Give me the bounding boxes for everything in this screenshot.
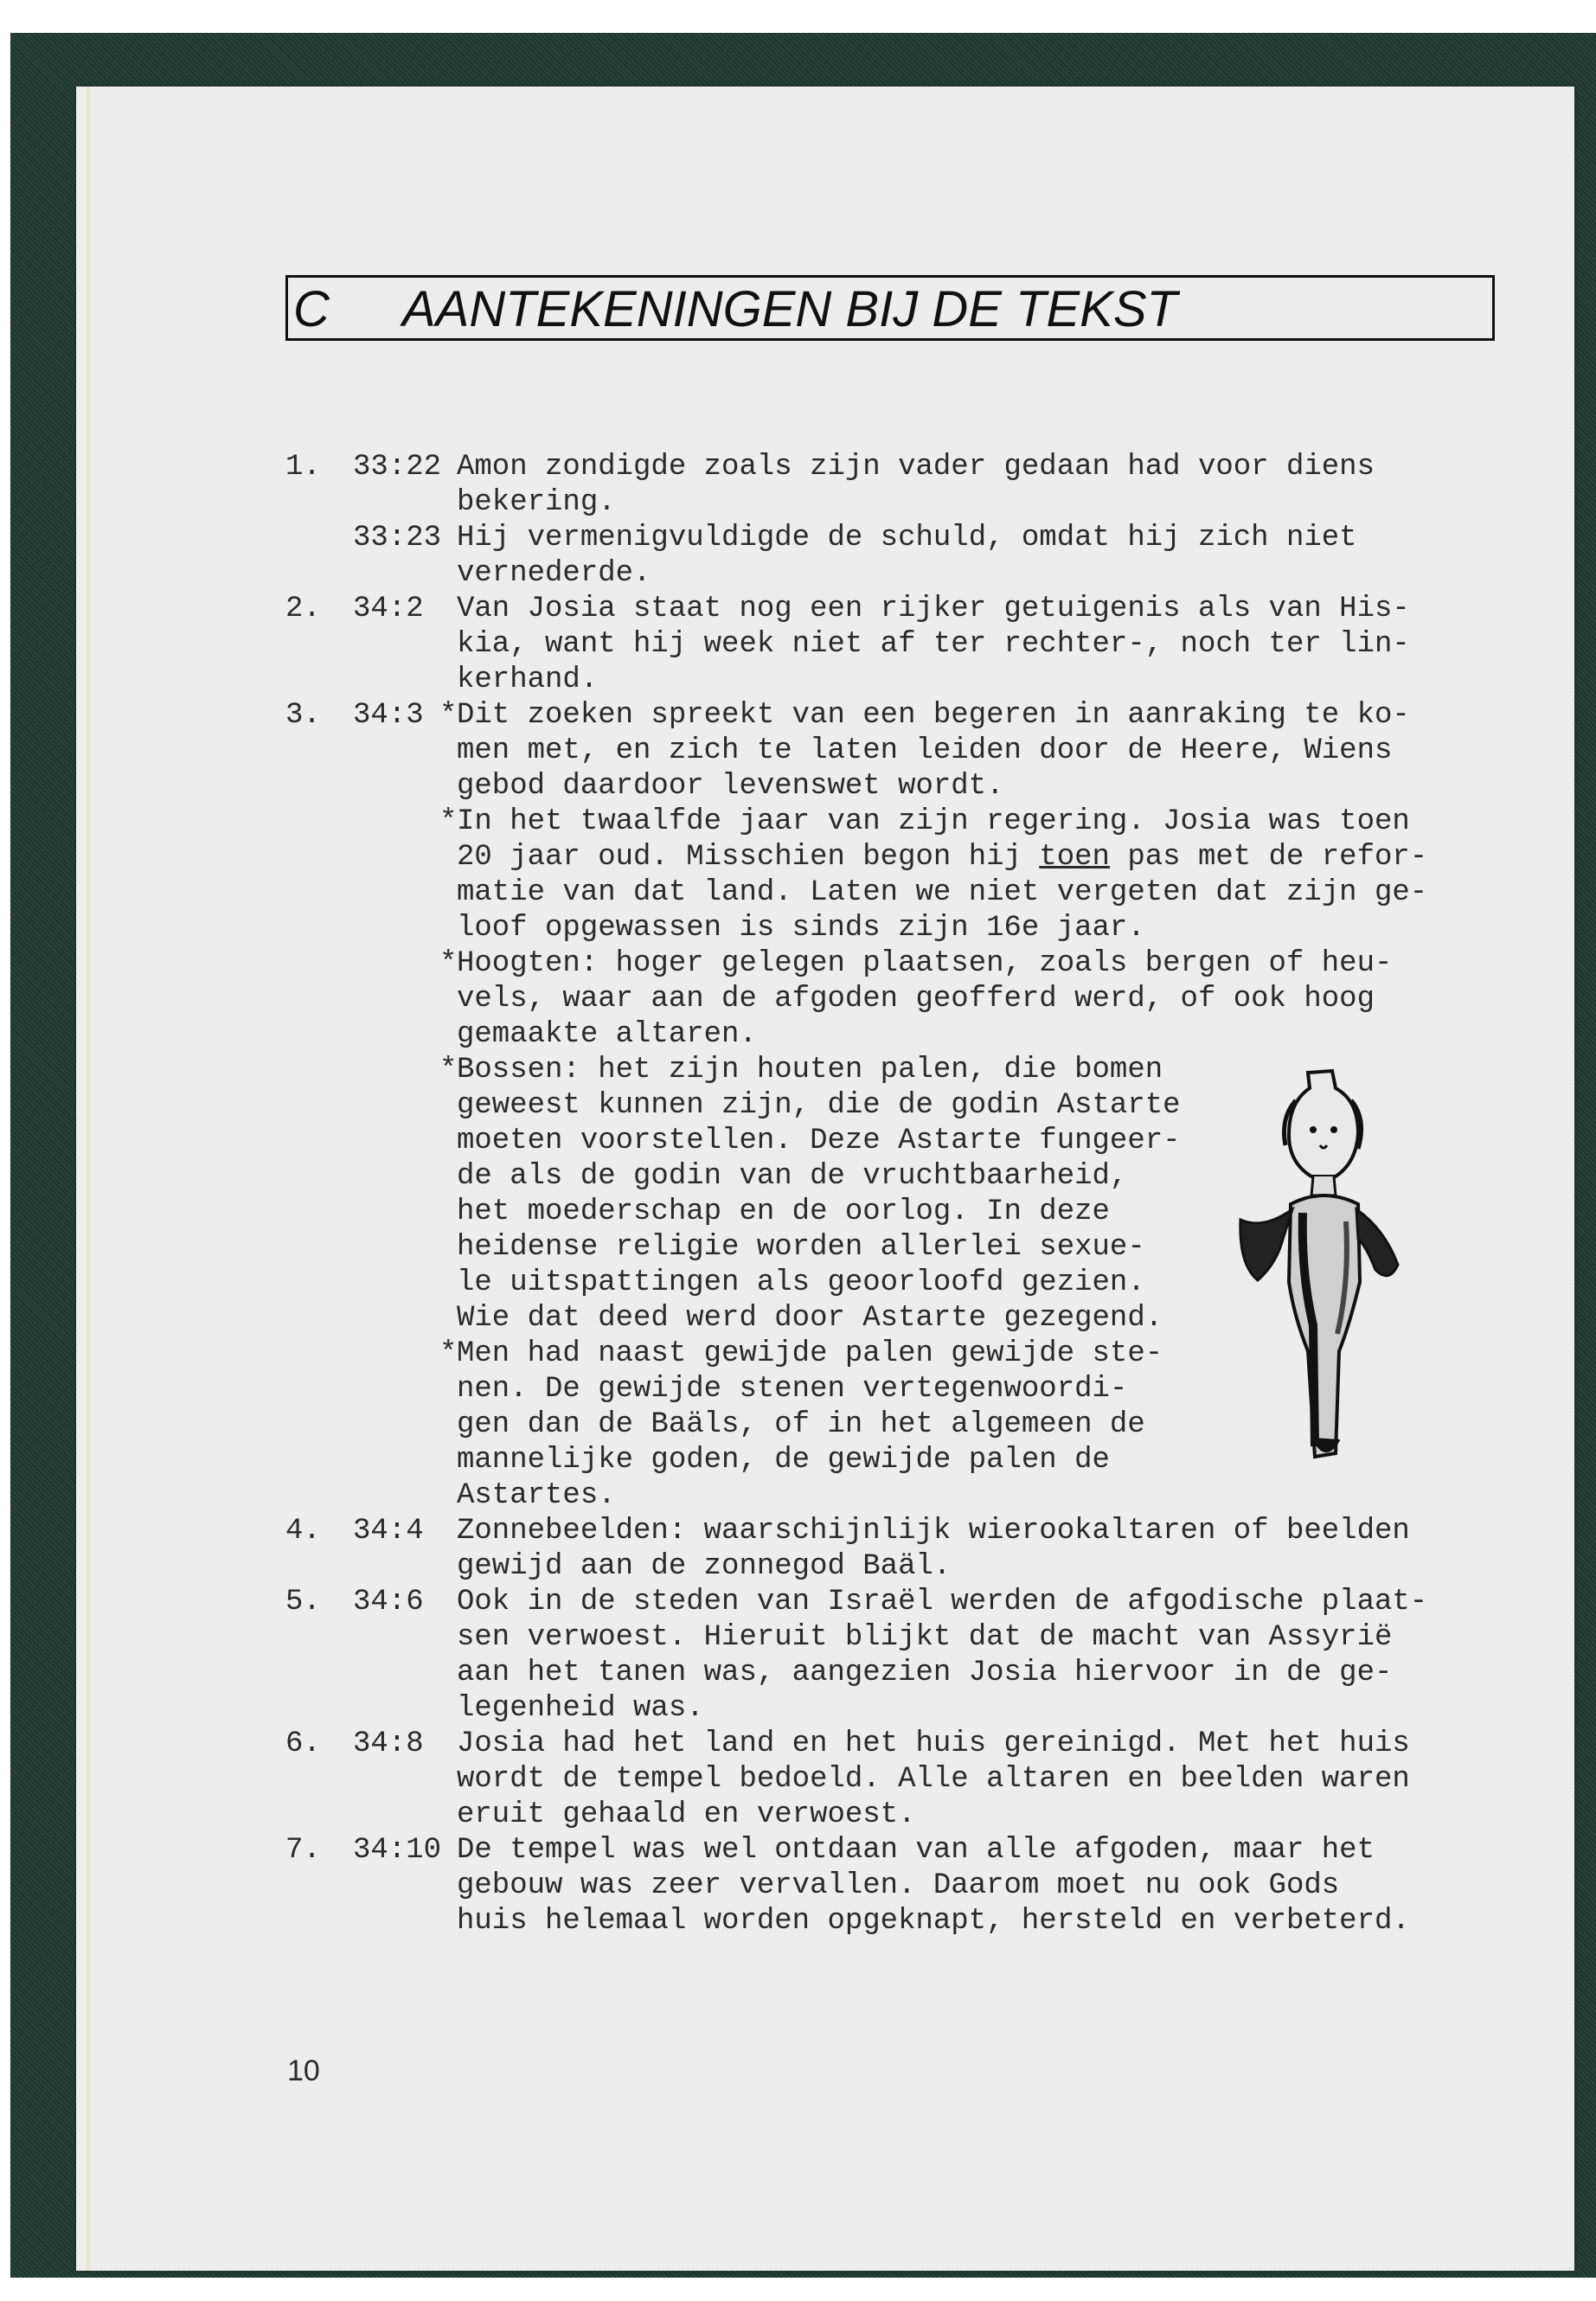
astarte-figurine-illustration (1228, 1066, 1419, 1464)
note-line: gebouw was zeer vervallen. Daarom moet nu ook Gods (457, 1869, 1340, 1902)
note-number: 2. (285, 593, 321, 625)
bullet-star: * (439, 1054, 458, 1086)
verse-reference: 34:8 (353, 1727, 424, 1760)
bullet-star: * (439, 699, 458, 732)
note-text (457, 592, 1497, 698)
note-text (457, 1727, 1497, 1833)
note-item (285, 804, 1497, 946)
note-line: gewijd aan de zonnegod Baäl. (457, 1550, 952, 1583)
note-text (457, 1336, 1201, 1514)
page-number: 10 (287, 2054, 320, 2087)
note-text (457, 1053, 1201, 1336)
note-item (285, 698, 1497, 804)
note-line: Amon zondigde zoals zijn vader gedaan had voor diens (457, 451, 1375, 484)
verse-reference: 34:10 (353, 1834, 442, 1867)
note-line: gen dan de Baäls, of in het algemeen de (457, 1408, 1145, 1441)
section-title: AANTEKENINGEN BIJ DE TEKST (402, 281, 1177, 337)
note-number: 6. (285, 1727, 321, 1760)
note-number: 1. (285, 451, 321, 484)
note-line: Ook in de steden van Israël werden de afgodische plaat- (457, 1586, 1428, 1618)
note-item (285, 946, 1497, 1053)
verse-reference: 34:3 (353, 699, 424, 732)
note-line: mannelijke goden, de gewijde palen de (457, 1444, 1110, 1477)
note-line: sen verwoest. Hieruit blijkt dat de macht van Assyrië (457, 1621, 1393, 1654)
note-line: 20 jaar oud. Misschien begon hij toen pas met de refor- (457, 841, 1428, 874)
note-line: Zonnebeelden: waarschijnlijk wierookaltaren of beelden (457, 1515, 1410, 1548)
verse-reference: 34:4 (353, 1515, 424, 1548)
note-line: le uitspattingen als geoorloofd gezien. (457, 1266, 1145, 1299)
bullet-star: * (439, 1337, 458, 1370)
note-line: geweest kunnen zijn, die de godin Astarte (457, 1089, 1181, 1122)
bullet-star: * (439, 947, 458, 980)
note-number: 5. (285, 1586, 321, 1618)
note-line: kia, want hij week niet af ter rechter-, noch ter lin- (457, 628, 1410, 661)
note-line: het moederschap en de oorlog. In deze (457, 1195, 1110, 1228)
page-edge (87, 87, 90, 2271)
note-line: Bossen: het zijn houten palen, die bomen (457, 1054, 1163, 1086)
note-number: 7. (285, 1834, 321, 1867)
verse-reference: 34:6 (353, 1586, 424, 1618)
note-line: kerhand. (457, 663, 599, 696)
note-line: gemaakte altaren. (457, 1018, 757, 1051)
note-line: In het twaalfde jaar van zijn regering. Josia was toen (457, 805, 1410, 838)
note-text (457, 1585, 1497, 1727)
note-line: eruit gehaald en verwoest. (457, 1798, 916, 1831)
note-line: gebod daardoor levenswet wordt. (457, 770, 1004, 803)
verse-reference: 33:23 (353, 522, 442, 554)
note-line: aan het tanen was, aangezien Josia hiervoor in de ge- (457, 1657, 1393, 1689)
note-line: bekering. (457, 486, 616, 519)
note-number: 3. (285, 699, 321, 732)
note-line: Van Josia staat nog een rijker getuigenis als van His- (457, 593, 1410, 625)
note-line: huis helemaal worden opgeknapt, hersteld en verbeterd. (457, 1905, 1410, 1938)
note-line: moeten voorstellen. Deze Astarte fungeer- (457, 1125, 1181, 1157)
section-header (285, 275, 1495, 341)
note-text (457, 450, 1497, 521)
bullet-star: * (439, 805, 458, 838)
note-item (285, 1514, 1497, 1585)
note-line: vernederde. (457, 557, 651, 590)
note-line: Wie dat deed werd door Astarte gezegend. (457, 1302, 1163, 1335)
note-line: loof opgewassen is sinds zijn 16e jaar. (457, 912, 1145, 945)
section-letter: C (293, 281, 330, 337)
note-line: Astartes. (457, 1479, 616, 1512)
note-item (285, 450, 1497, 521)
note-line: heidense religie worden allerlei sexue- (457, 1231, 1145, 1264)
underlined-word: toen (1039, 841, 1110, 874)
note-line: Josia had het land en het huis gereinigd. Met het huis (457, 1727, 1410, 1760)
note-number: 4. (285, 1515, 321, 1548)
verse-reference: 34:2 (353, 593, 424, 625)
note-line: Hoogten: hoger gelegen plaatsen, zoals bergen of heu- (457, 947, 1393, 980)
note-line: men met, en zich te laten leiden door de Heere, Wiens (457, 734, 1393, 767)
note-text (457, 1514, 1497, 1585)
note-text (457, 521, 1497, 592)
note-line: vels, waar aan de afgoden geofferd werd, of ook hoog (457, 983, 1375, 1016)
verse-reference: 33:22 (353, 451, 442, 484)
note-item (285, 1585, 1497, 1727)
note-line: nen. De gewijde stenen vertegenwoordi- (457, 1373, 1128, 1406)
note-text (457, 946, 1497, 1053)
note-item (285, 521, 1497, 592)
note-item (285, 1833, 1497, 1939)
note-line: legenheid was. (457, 1692, 704, 1725)
note-line: de als de godin van de vruchtbaarheid, (457, 1160, 1128, 1193)
note-item (285, 592, 1497, 698)
note-line: De tempel was wel ontdaan van alle afgoden, maar het (457, 1834, 1375, 1867)
note-line: Men had naast gewijde palen gewijde ste- (457, 1337, 1163, 1370)
note-line: matie van dat land. Laten we niet vergeten dat zijn ge- (457, 876, 1428, 909)
note-line: Hij vermenigvuldigde de schuld, omdat hij zich niet (457, 522, 1357, 554)
note-item (285, 1727, 1497, 1833)
note-text (457, 698, 1497, 804)
note-line: Dit zoeken spreekt van een begeren in aanraking te ko- (457, 699, 1410, 732)
note-line: wordt de tempel bedoeld. Alle altaren en beelden waren (457, 1763, 1410, 1796)
note-text (457, 804, 1497, 946)
note-text (457, 1833, 1497, 1939)
